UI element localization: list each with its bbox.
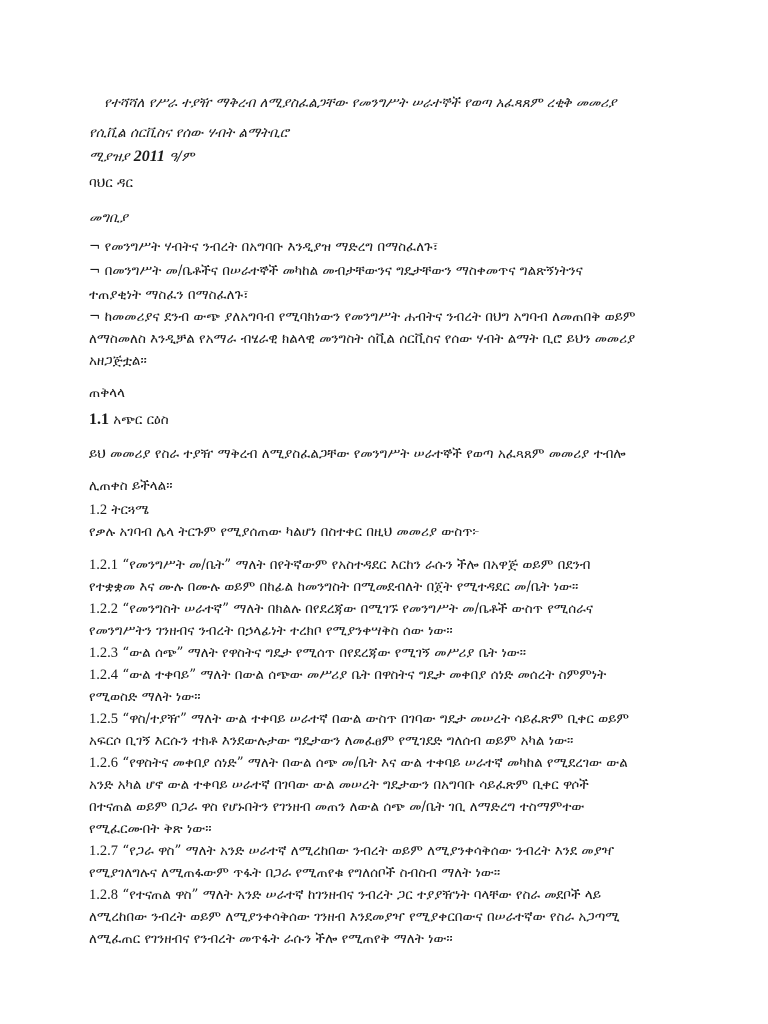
definition-text: “ውል ተቀባይ” ማለት በውል ሰጭው መሥሪያ ቤት በዋስትና ግዴታ መቀበያ ሰነድ መሰረት ስምምነት (122, 667, 607, 683)
definition-number: 1.2.6 (89, 755, 118, 771)
definition-line (89, 754, 628, 772)
preamble-line: ለማስመለስ እንዲቻል የአማራ ብሄራዊ ክልላዊ መንግስት ሰቪል ሰርቪስና የሰው ሃብት ልማት ቢሮ ይህን መመሪያ (89, 331, 636, 347)
section-heading (89, 411, 169, 429)
definition-line (89, 776, 589, 794)
definition-text: ለሚፈጠር የገንዘብና የንብረት መጥፋት ራሱን ችሎ የሚጠየቅ ማለት ነው። (89, 931, 453, 947)
definition-text: “ውል ሰጭ” ማለት የዋስትና ግዴታ የሚሰጥ በየደረጃው የሚገኝ መሥሪያ ቤት ነው። (122, 645, 527, 661)
definition-text: በተናጠል ወይም በጋራ ዋስ የሆኑበትን የገንዘብ መጠን ለውል ሰጭ መ/ቤት ገቢ ለማድረግ ተስማምተው (89, 799, 585, 815)
definition-text: አፍርሶ ቢገኝ እርሱን ተክቶ እንደውሉታው ግዴታውን ለመፈፀም የሚገደድ ግለሰብ ወይም አካል ነው። (89, 733, 574, 749)
definition-text: “የመንግሥት መ/ቤት” ማለት በየትኛውም የአስተዳደር እርከን ራሱን ችሎ በአዋጅ ወይም በደንብ (122, 557, 591, 573)
definition-text: “የዋስትና መቀበያ ሰነድ” ማለት በውል ሰጭ መ/ቤት እና ውል ተቀባይ ሠራተኛ መካከል የሚደረገው ውል (122, 755, 628, 771)
definition-text: “የተናጠል ዋስ” ማለት አንድ ሠራተኛ ከገንዘብና ንብረት ጋር ተያያዥነት ባላቸው የስራ መደቦች ላይ (122, 887, 602, 903)
definition-text: የመንግሥትን ገንዘብና ንብረት በኃላፊነት ተረክቦ የሚያንቀሣቅስ ሰው ነው። (89, 623, 453, 639)
definition-line (89, 644, 526, 662)
section-title: ትርጓሜ (111, 502, 149, 518)
preamble-line: ¬ ከመመሪያና ደንብ ውጭ ያለአግባብ የሚባክነውን የመንግሥት ሐብትና ንብረት በህግ አግባብ ለመጠበቅ ወይም (89, 309, 636, 325)
definition-line (89, 578, 578, 596)
definition-line (89, 732, 573, 750)
preamble-line: ተጠያቂነት ማስፈን በማስፈለጉ፣ (89, 287, 249, 303)
definition-number: 1.2.1 (89, 557, 118, 573)
definition-number: 1.2.8 (89, 887, 118, 903)
definitions-intro: የቃሉ አገባብ ሌላ ትርጉም የሚያሰጠው ካልሆነ በስተቀር በዚህ መመሪያ ውስጥ፦ (89, 524, 480, 540)
definition-line (89, 666, 606, 684)
definition-line (89, 710, 629, 728)
definition-text: የሚፈርሙበት ቅጽ ነው። (89, 821, 212, 837)
definition-number: 1.2.4 (89, 667, 118, 683)
section-number: 1.2 (89, 502, 108, 518)
definition-line (89, 622, 453, 640)
definition-number: 1.2.2 (89, 601, 118, 617)
definition-text: የሚወስድ ማለት ነው። (89, 689, 201, 705)
definition-number: 1.2.5 (89, 711, 118, 727)
date-suffix: ዓ/ም (169, 149, 195, 165)
definition-line (89, 864, 500, 882)
preamble-line: ¬ በመንግሥት መ/ቤቶችና በሠራተኞች መካከል መብታቸውንና ግዴታቸውን ማስቀመጥና ግልጽኝነትንና (89, 263, 583, 279)
definition-line (89, 886, 601, 904)
definition-line (89, 908, 620, 926)
definition-number: 1.2.7 (89, 843, 118, 859)
section-number: 1.1 (89, 411, 109, 428)
definition-line (89, 798, 584, 816)
document-title: የተሻሻለ የሥራ ተያዥ ማቅረብ ለሚያስፈልጋቸው የመንግሥት ሠራተኞች የወጣ አፈጻጸም ረቂቅ መመሪያ (104, 95, 617, 111)
short-title-line: ይህ መመሪያ የስራ ተያዥ ማቅረብ ለሚያስፈልጋቸው የመንግሥት ሠራተኞች የወጣ አፈጻጸም መመሪያ ተብሎ (89, 446, 626, 462)
preamble-line: አዘጋጅቷል። (89, 353, 147, 369)
definition-number: 1.2.3 (89, 645, 118, 661)
definition-line (89, 842, 614, 860)
definition-line (89, 556, 591, 574)
section-heading (89, 501, 149, 519)
definition-text: አንድ አካል ሆኖ ውል ተቀባይ ሠራተኛ በገባው ውል መሠረት ግዴታውን በአግባቡ ሳይፈጽም ቢቀር ዋሶች (89, 777, 589, 793)
preamble-line: ¬ የመንግሥት ሃብትና ንብረት በአግባቡ እንዲያዝ ማድረግ በማስፈለጉ፣ (89, 239, 439, 255)
date-year: 2011 (133, 148, 165, 165)
place: ባህር ዳር (89, 175, 133, 191)
definition-line (89, 600, 593, 618)
definition-line (89, 930, 453, 948)
definition-text: የተቋቋመ እና ሙሉ በሙሉ ወይም በከፊል ከመንግስት በሚመደብለት በጀት የሚተዳደር መ/ቤት ነው። (89, 579, 579, 595)
section-title: አጭር ርዕስ (113, 412, 169, 428)
issuer: የሲቪል ሰርቪስና የሰው ሃብት ልማትቢሮ (89, 125, 289, 141)
definition-line (89, 820, 212, 838)
general-heading: ጠቅላላ (89, 385, 125, 401)
definition-text: ለሚረከበው ንብረት ወይም ለሚያንቀሳቅሰው ገንዘብ እንደመያዣ የሚያቀርበውና በሠራተኛው የስራ አጋጣሚ (89, 909, 620, 925)
date-month: ሚያዝያ (89, 149, 130, 165)
short-title-line: ሊጠቀስ ይችላል። (89, 478, 173, 494)
definition-text: “ዋስ/ተያዥ” ማለት ውል ተቀባይ ሠራተኛ በውል ውስጥ በገባው ግዴታ መሠረት ሳይፈጽም ቢቀር ወይም (122, 711, 630, 727)
definition-text: “የመንግስት ሠራተኛ” ማለት በክልሉ በየደረጃው በሚገኙ የመንግሥት መ/ቤቶች ውስጥ የሚሰራና (122, 601, 594, 617)
document-date (89, 148, 194, 166)
definition-text: “የጋራ ዋስ” ማለት አንድ ሠራተኛ ለሚረከበው ንብረት ወይም ለሚያንቀሳቅሰው ንብረት እንደ መያዣ (122, 843, 615, 859)
definition-line (89, 688, 201, 706)
definition-text: የሚያገለግሉና ለሚጠፋውም ጥፋት በጋራ የሚጠየቁ የግለሰቦች ስብስብ ማለት ነው። (89, 865, 501, 881)
preamble-heading: መግቢያ (89, 210, 128, 226)
